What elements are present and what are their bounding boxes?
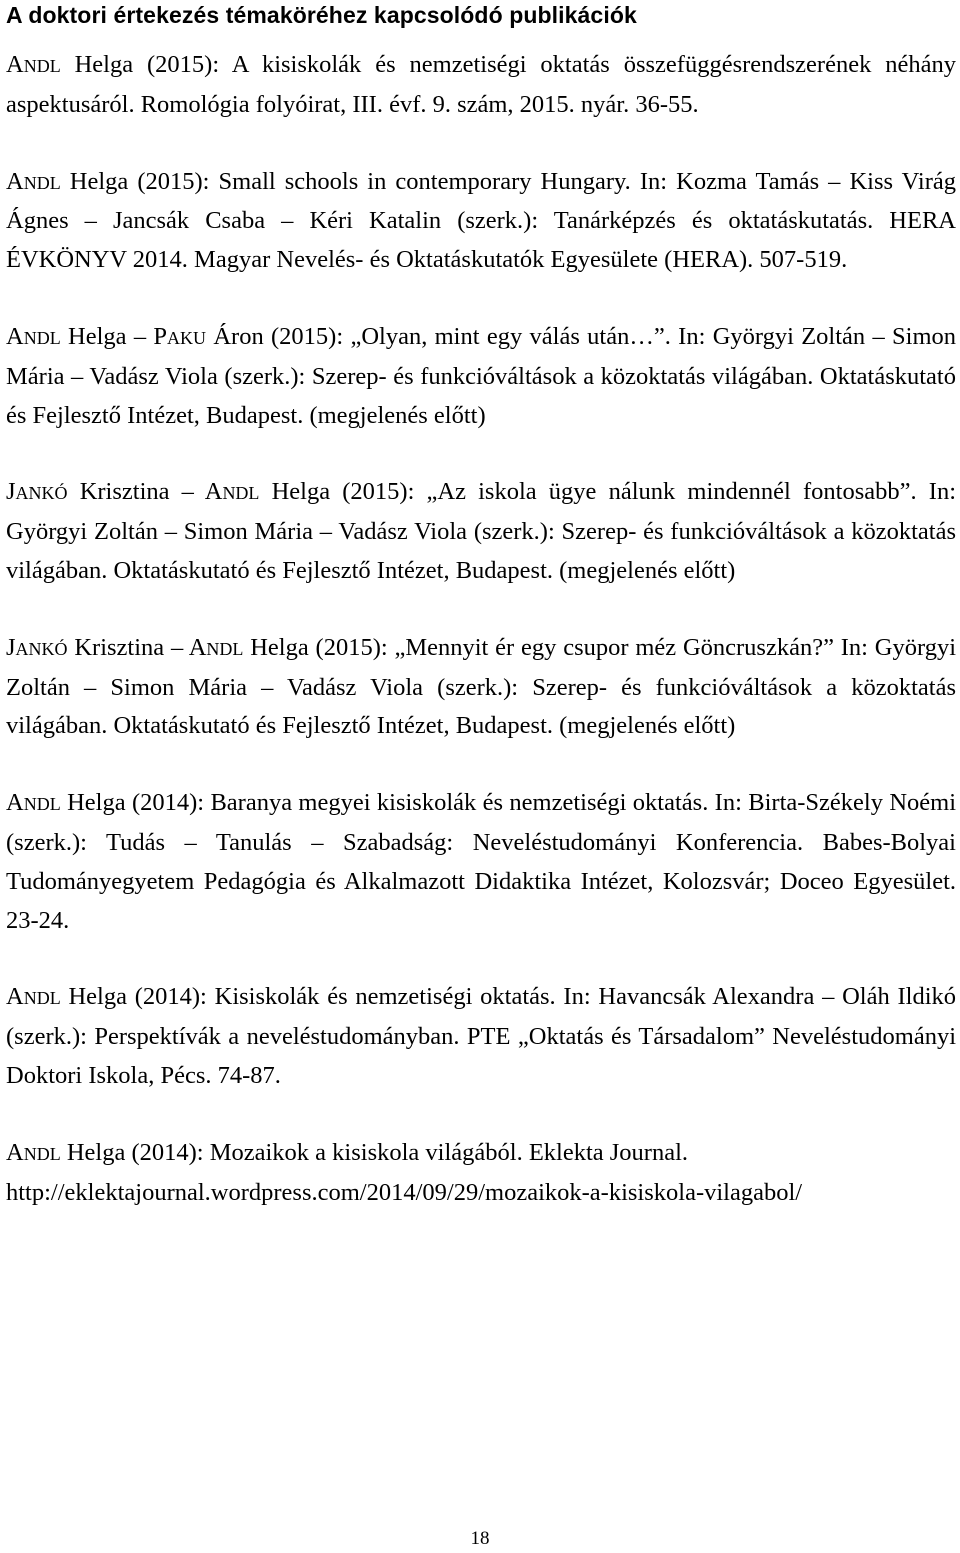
author-name: ANDL Helga	[6, 51, 134, 78]
author-name: ANDL Helga	[188, 633, 309, 661]
document-page	[6, 0, 956, 1212]
publication-list	[6, 46, 956, 1212]
publication-url-link[interactable]: http://eklektajournal.wordpress.com/2014/09/29/mozaikok-a-kisiskola-vilagabol/	[6, 1178, 803, 1206]
page-title: A doktori értekezés témaköréhez kapcsolódó publikációk	[6, 2, 637, 28]
publication-entry: JANKÓ Krisztina – ANDL Helga (2015): „Mennyit ér egy csupor méz Göncruszkán?” In: Györgyi Zoltán – Simon Mária – Vadász Viola (szerk.): Szerep- és funkcióváltások a közoktatás világában. Oktatáskutató és Fejlesztő Intézet, Budapest. (megjelenés előtt)	[6, 633, 957, 740]
author-name: ANDL Helga	[6, 1138, 126, 1166]
publication-entry: ANDL Helga – PAKU Áron (2015): „Olyan, mint egy válás után…”. In: Györgyi Zoltán – Simon Mária – Vadász Viola (szerk.): Szerep- és funkcióváltások a közoktatás világában. Oktatáskutató és Fejlesztő Intézet, Budapest. (megjelenés előtt)	[6, 322, 957, 429]
author-name: ANDL Helga	[6, 322, 127, 350]
author-name: ANDL Helga	[6, 167, 129, 195]
publication-entry	[6, 46, 956, 125]
publication-details: (2014): Mozaikok a kisiskola világából. Eklekta Journal.	[131, 1138, 689, 1166]
publication-entry	[6, 1134, 956, 1213]
author-name: ANDL Helga	[204, 478, 331, 506]
publication-details: (2015): „Mennyit ér egy csupor méz Göncruszkán?” In: Györgyi Zoltán – Simon Mária – Vadász Viola (szerk.): Szerep- és funkcióváltások a közoktatás világában. Oktatáskutató és Fejlesztő Intézet, Budapest. (megjelenés előtt)	[6, 633, 957, 740]
publication-details: (2014): Kisiskolák és nemzetiségi oktatás. In: Havancsák Alexandra – Oláh Ildikó (szerk.): Perspektívák a neveléstudományban. PTE „Oktatás és Társadalom” Neveléstudományi Doktori Iskola, Pécs. 74-87.	[6, 983, 957, 1089]
publication-details: (2015): „Az iskola ügye nálunk mindennél fontosabb”. In: Györgyi Zoltán – Simon Mária – Vadász Viola (szerk.): Szerep- és funkcióváltások a közoktatás világában. Oktatáskutató és Fejlesztő Intézet, Budapest. (megjelenés előtt)	[6, 478, 956, 584]
author-name: PAKU Áron	[153, 322, 264, 350]
publication-entry	[6, 978, 956, 1095]
author-name: JANKÓ Krisztina	[6, 478, 170, 506]
publication-entry: JANKÓ Krisztina – ANDL Helga (2015): „Az iskola ügye nálunk mindennél fontosabb”. In: Györgyi Zoltán – Simon Mária – Vadász Viola (szerk.): Szerep- és funkcióváltások a közoktatás világában. Oktatáskutató és Fejlesztő Intézet, Budapest. (megjelenés előtt)	[6, 478, 956, 584]
publication-entry	[6, 163, 956, 280]
publication-entry	[6, 784, 956, 940]
publication-details: (2015): Small schools in contemporary Hungary. In: Kozma Tamás – Kiss Virág Ágnes – Jancsák Csaba – Kéri Katalin (szerk.): Tanárképzés és oktatáskutatás. HERA ÉVKÖNYV 2014. Magyar Nevelés- és Oktatáskutatók Egyesülete (HERA). 507-519.	[6, 167, 956, 274]
publication-details: (2015): „Olyan, mint egy válás után…”. In: Györgyi Zoltán – Simon Mária – Vadász Viola (szerk.): Szerep- és funkcióváltások a közoktatás világában. Oktatáskutató és Fejlesztő Intézet, Budapest. (megjelenés előtt)	[6, 322, 957, 429]
author-name: JANKÓ Krisztina	[6, 633, 165, 661]
author-name: ANDL Helga	[6, 789, 126, 817]
page-number: 18	[470, 1528, 490, 1549]
author-name: ANDL Helga	[6, 983, 127, 1011]
publication-details: (2014): Baranya megyei kisiskolák és nemzetiségi oktatás. In: Birta-Székely Noémi (szerk.): Tudás – Tanulás – Szabadság: Neveléstudományi Konferencia. Babes-Bolyai Tudományegyetem Pedagógia és Alkalmazott Didaktika Intézet, Kolozsvár; Doceo Egyesület. 23-24.	[6, 789, 957, 934]
publication-details: (2015): A kisiskolák és nemzetiségi oktatás összefüggésrendszerének néhány aspektusáról. Romológia folyóirat, III. évf. 9. szám, 2015. nyár. 36-55.	[6, 51, 956, 118]
